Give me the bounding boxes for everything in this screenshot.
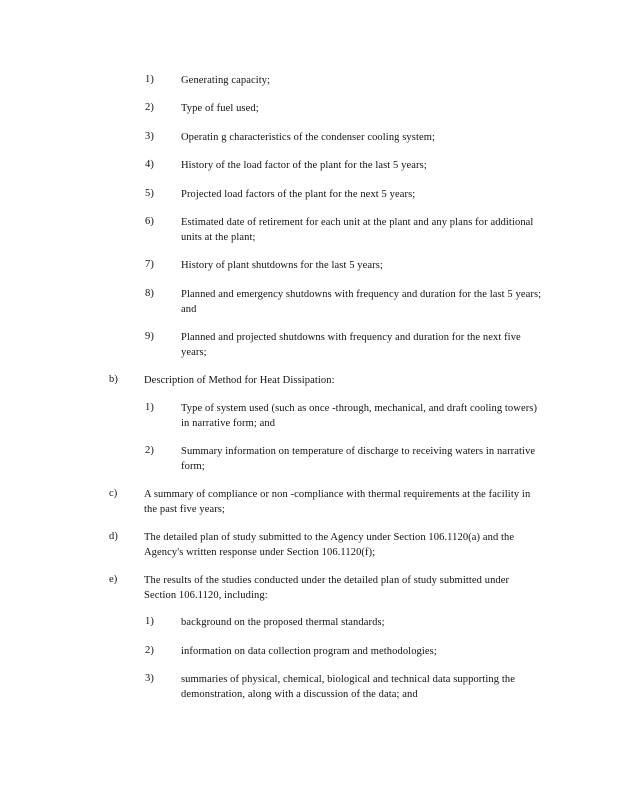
item-text: Type of system used (such as once -through, mechanical, and draft cooling towers) in narrative form; and <box>181 403 538 429</box>
item-number: 2) <box>145 102 154 113</box>
section-letter: c) <box>109 488 118 499</box>
item-text: Type of fuel used; <box>181 103 259 114</box>
item-text: background on the proposed thermal standards; <box>181 617 385 628</box>
section-letter: d) <box>109 531 118 542</box>
item-number: 1) <box>145 74 154 85</box>
item-number: 7) <box>145 259 154 270</box>
section-text: The results of the studies conducted under the detailed plan of study submitted under Section 106.1120, including: <box>144 575 510 601</box>
item-text: Generating capacity; <box>181 75 271 86</box>
item-number: 4) <box>145 159 154 170</box>
item-text: Operatin g characteristics of the condenser cooling system; <box>181 132 436 143</box>
item-text: History of the load factor of the plant for the last 5 years; <box>181 160 427 171</box>
section-letter: e) <box>109 574 118 585</box>
section-text: A summary of compliance or non -compliance with thermal requirements at the facility in the past five years; <box>144 489 531 515</box>
item-number: 5) <box>145 188 154 199</box>
item-number: 1) <box>145 616 154 627</box>
item-text: Projected load factors of the plant for the next 5 years; <box>181 189 416 200</box>
item-number: 3) <box>145 131 154 142</box>
item-number: 2) <box>145 645 154 656</box>
item-text: History of plant shutdowns for the last 5 years; <box>181 260 383 271</box>
item-number: 6) <box>145 216 154 227</box>
section-text: The detailed plan of study submitted to the Agency under Section 106.1120(a) and the Agency's written response under Section 106.1120(f); <box>144 532 515 558</box>
item-text: Planned and emergency shutdowns with frequency and duration for the last 5 years; and <box>181 289 542 315</box>
item-number: 1) <box>145 402 154 413</box>
item-number: 9) <box>145 331 154 342</box>
item-text: Estimated date of retirement for each unit at the plant and any plans for additional units at the plant; <box>181 217 534 243</box>
item-number: 2) <box>145 445 154 456</box>
item-text: Planned and projected shutdowns with frequency and duration for the next five years; <box>181 332 521 358</box>
item-text: information on data collection program and methodologies; <box>181 646 437 657</box>
item-text: summaries of physical, chemical, biological and technical data supporting the demonstration, along with a discussion of the data; and <box>181 674 515 700</box>
item-number: 3) <box>145 673 154 684</box>
item-number: 8) <box>145 288 154 299</box>
section-text: Description of Method for Heat Dissipation: <box>144 375 335 386</box>
item-text: Summary information on temperature of discharge to receiving waters in narrative form; <box>181 446 536 472</box>
section-letter: b) <box>109 374 118 385</box>
